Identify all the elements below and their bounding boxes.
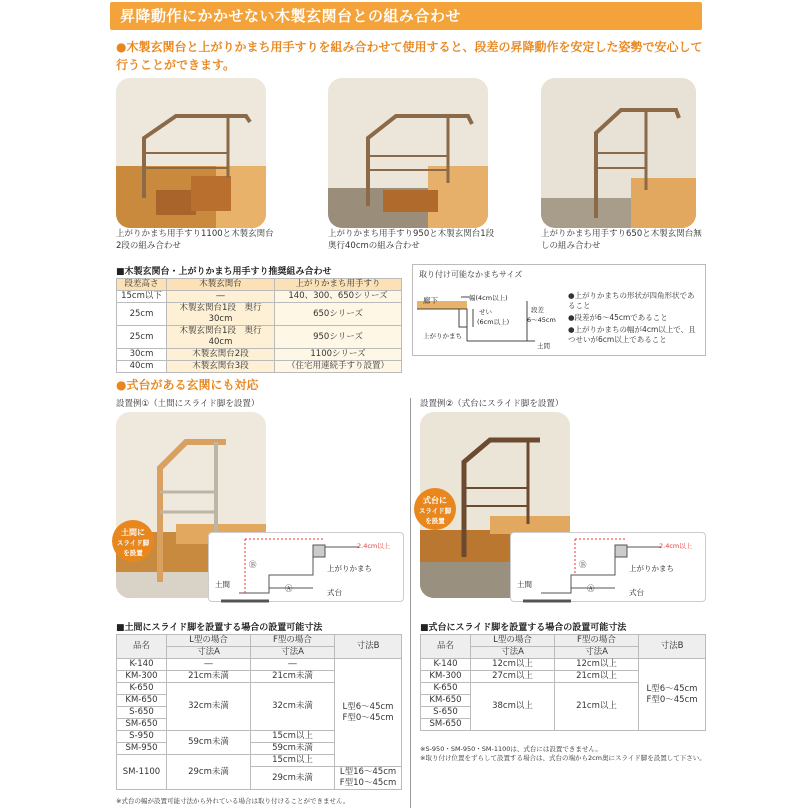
dim-a-label: Ⓐ: [587, 584, 595, 593]
dim-a-label: Ⓐ: [285, 584, 293, 593]
table-cell: （住宅用連続手すり設置）: [275, 361, 402, 373]
table-cell: 32cm未満: [167, 683, 251, 731]
kamachi-diagram-label: 上がりかまち: [629, 564, 674, 573]
table-cell: 21cm以上: [555, 683, 639, 731]
header-cell: F型の場合: [251, 635, 335, 647]
diagram-2: [510, 532, 706, 602]
kamachi-size-box: [412, 264, 706, 356]
table-row: [421, 635, 706, 647]
table-cell: 38cm以上: [471, 683, 555, 731]
header-title: 昇降動作にかかせない木製玄関台との組み合わせ: [120, 7, 462, 25]
table-cell: KM-650: [421, 695, 471, 707]
table-cell: 29cm未満: [251, 767, 335, 790]
note-3: ●上がりかまちの幅が4cm以上で、且つせいが6cm以上であること: [568, 325, 696, 344]
doma-diagram-label: 土間: [517, 580, 532, 589]
table-cell: 27cm以上: [471, 671, 555, 683]
badge-line: 式台に: [423, 496, 447, 505]
table-cell: 木製玄関台1段 奥行30cm: [167, 303, 275, 326]
table-cell: 40cm: [117, 361, 167, 373]
table-cell: [335, 767, 402, 790]
table-row: [117, 349, 402, 361]
table-cell: 15cm以上: [251, 755, 335, 767]
table-row: [117, 291, 402, 303]
column-divider: [410, 398, 411, 808]
header-cell: L型の場合: [167, 635, 251, 647]
rouka-label: 廊下: [423, 296, 438, 305]
handrail-photo-1: [116, 78, 266, 228]
table-cell: 21cm未満: [167, 671, 251, 683]
combo-table: [116, 278, 402, 373]
kamachi-label: 上がりかまち: [423, 332, 462, 340]
table-cell: 12cm以上: [555, 659, 639, 671]
header-cell: F型の場合: [555, 635, 639, 647]
example2-title: 設置例②（式台にスライド脚を設置）: [420, 399, 564, 409]
header-cell: 上がりかまち用手すり: [275, 279, 402, 291]
table-cell: KM-300: [117, 671, 167, 683]
b-line: F型10～45cm: [339, 778, 397, 788]
table-row: [117, 361, 402, 373]
b-line: L型16～45cm: [339, 767, 397, 777]
header-cell: 寸法A: [471, 647, 555, 659]
table-cell: 140、300、650シリーズ: [275, 291, 402, 303]
dim-b-label: Ⓑ: [579, 560, 587, 569]
table-cell: 21cm以上: [555, 671, 639, 683]
table3-title: ■式台にスライド脚を設置する場合の設置可能寸法: [420, 623, 627, 633]
table-cell: [335, 659, 402, 767]
note-2: ●段差が6～45cmであること: [568, 313, 668, 322]
badge-shikidai: [414, 488, 456, 530]
photo-650: [541, 78, 696, 228]
table-row: [117, 279, 402, 291]
table-cell: 12cm以上: [471, 659, 555, 671]
table3-footnote-2: ※取り付け位置をずらして設置する場合は、式台の端から2cm奥にスライド脚を設置して下さい。: [420, 754, 706, 762]
header-cell: 品名: [421, 635, 471, 659]
header-cell: 段差高さ: [117, 279, 167, 291]
caption-2: 上がりかまち用手すり950と木製玄関台1段奥行40cmの組み合わせ: [328, 229, 495, 251]
handrail-photo-3: [541, 78, 696, 228]
table-cell: 21cm未満: [251, 671, 335, 683]
table-row: [117, 635, 402, 647]
badge-line: スライド脚: [418, 507, 452, 515]
b-line: L型6～45cm: [646, 683, 698, 694]
table2-title: ■土間にスライド脚を設置する場合の設置可能寸法: [116, 623, 323, 633]
sei-size-label: (6cm以上): [477, 318, 510, 326]
table-cell: 29cm未満: [167, 755, 251, 790]
diagram-1: [208, 532, 404, 602]
table-cell: K-140: [117, 659, 167, 671]
table2-footnote: ※式台の幅が設置可能寸法から外れている場合は取り付けることができません。: [116, 797, 350, 805]
example1-title: 設置例①（土間にスライド脚を設置）: [116, 399, 260, 409]
table-cell: SM-950: [117, 743, 167, 755]
table-cell: SM-650: [421, 719, 471, 731]
handrail-photo-2: [328, 78, 488, 228]
table-cell: 15cm以上: [251, 731, 335, 743]
table-cell: 25cm: [117, 303, 167, 326]
b-line: F型0～45cm: [342, 712, 394, 723]
badge-line: を設置: [425, 517, 445, 525]
header-cell: L型の場合: [471, 635, 555, 647]
table-cell: S-650: [421, 707, 471, 719]
dim-b-label: Ⓑ: [249, 560, 257, 569]
table-cell: ―: [251, 659, 335, 671]
table-cell: 木製玄関台3段: [167, 361, 275, 373]
shikidai-diagram-label: 式台: [327, 588, 342, 597]
intro-text: ●木製玄関台と上がりかまち用手すりを組み合わせて使用すると、段差の昇降動作を安定した姿勢で安心して行うことができます。: [116, 40, 703, 72]
table-row: [421, 659, 706, 671]
dansa-label: 段差: [531, 306, 544, 314]
table-cell: 15cm以下: [117, 291, 167, 303]
header-cell: 寸法A: [555, 647, 639, 659]
doma-diagram-label: 土間: [215, 580, 230, 589]
shikidai-dimension-table: [420, 634, 706, 731]
table-cell: K-650: [421, 683, 471, 695]
doma-dimension-table: [116, 634, 402, 790]
table-cell: KM-300: [421, 671, 471, 683]
header-bar: [110, 2, 702, 30]
header-cell: 寸法A: [167, 647, 251, 659]
b-line: F型0～45cm: [646, 694, 698, 705]
doma-label: 土間: [537, 342, 550, 350]
combo-title: ■木製玄関台・上がりかまち用手すり推奨組み合わせ: [116, 267, 332, 277]
table-cell: S-650: [117, 707, 167, 719]
kamachi-size-title: 取り付け可能なかまちサイズ: [419, 270, 523, 279]
header-cell: 寸法B: [639, 635, 706, 659]
table-cell: 59cm未満: [251, 743, 335, 755]
table-row: [117, 659, 402, 671]
table-cell: ―: [167, 659, 251, 671]
caption-1: 上がりかまち用手すり1100と木製玄関台2段の組み合わせ: [116, 229, 274, 251]
dansa-size-label: 6～45cm: [527, 316, 556, 324]
header-cell: 寸法A: [251, 647, 335, 659]
table-cell: K-140: [421, 659, 471, 671]
table-cell: S-950: [117, 731, 167, 743]
table-cell: KM-650: [117, 695, 167, 707]
table-row: [117, 303, 402, 326]
width-label: 幅(4cm以上): [469, 294, 508, 302]
shikidai-diagram-label: 式台: [629, 588, 644, 597]
badge-line: を設置: [123, 549, 143, 557]
header-cell: 品名: [117, 635, 167, 659]
table3-footnote-1: ※S-950・SM-950・SM-1100は、式台には設置できません。: [420, 745, 602, 753]
note-1: ●上がりかまちの形状が四角形状であること: [568, 291, 695, 310]
table-cell: 32cm未満: [251, 683, 335, 731]
table-cell: ―: [167, 291, 275, 303]
over-label: 2.4cm以上: [659, 542, 693, 550]
badge-line: スライド脚: [116, 539, 150, 547]
badge-line: 土間に: [121, 528, 145, 537]
badge-doma: [112, 520, 154, 562]
table-cell: [639, 659, 706, 731]
table-cell: 1100シリーズ: [275, 349, 402, 361]
table-cell: 25cm: [117, 326, 167, 349]
section2-title: ●式台がある玄関にも対応: [116, 378, 259, 392]
header-cell: 寸法B: [335, 635, 402, 659]
header-cell: 木製玄関台: [167, 279, 275, 291]
table-cell: 30cm: [117, 349, 167, 361]
table-cell: SM-650: [117, 719, 167, 731]
over-label: 2.4cm以上: [357, 542, 391, 550]
kamachi-diagram-label: 上がりかまち: [327, 564, 372, 573]
photo-950: [328, 78, 488, 228]
photo-1100: [116, 78, 266, 228]
table-cell: 木製玄関台2段: [167, 349, 275, 361]
table-cell: 950シリーズ: [275, 326, 402, 349]
b-line: L型6～45cm: [342, 701, 394, 712]
table-row: [117, 326, 402, 349]
caption-3: 上がりかまち用手すり650と木製玄関台無しの組み合わせ: [541, 229, 702, 251]
table-cell: K-650: [117, 683, 167, 695]
sei-label: せい: [479, 308, 492, 316]
table-cell: 59cm未満: [167, 731, 251, 755]
table-cell: SM-1100: [117, 755, 167, 790]
table-cell: 木製玄関台1段 奥行40cm: [167, 326, 275, 349]
table-cell: 650シリーズ: [275, 303, 402, 326]
